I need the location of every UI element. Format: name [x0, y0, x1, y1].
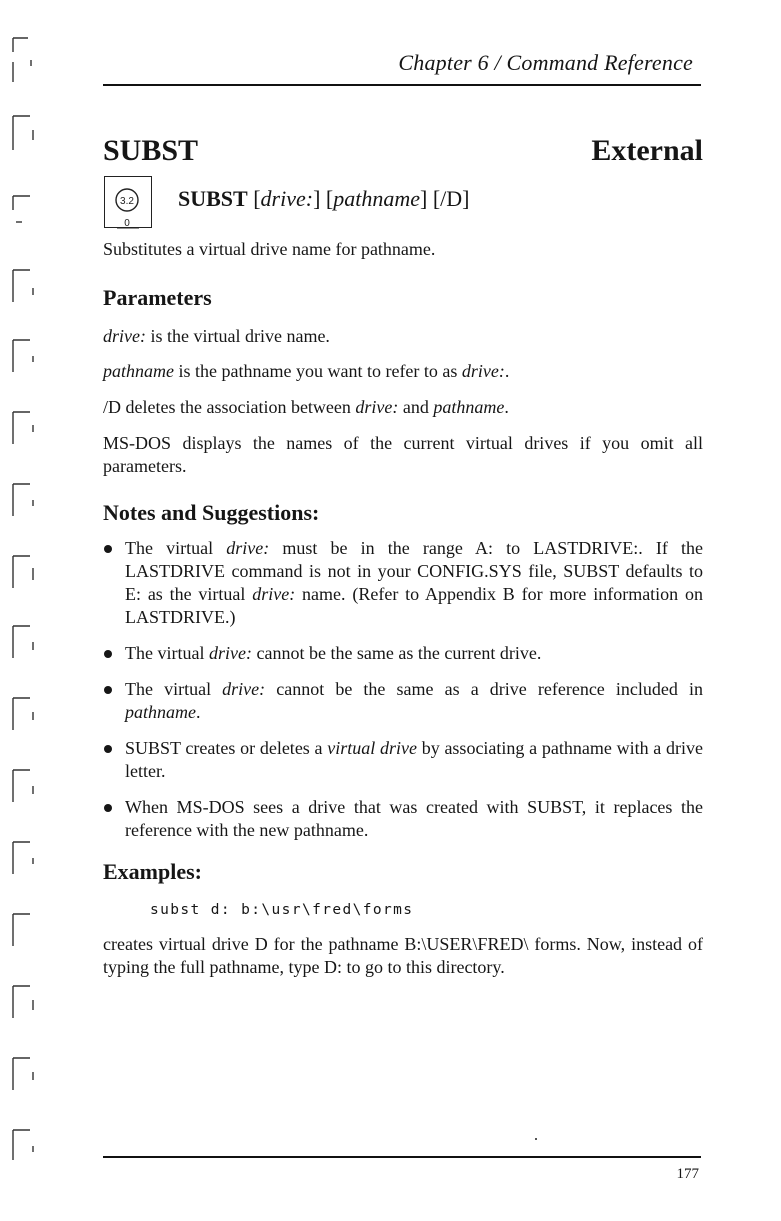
list-item: The virtual drive: cannot be the same as the current drive.	[103, 642, 703, 665]
running-header: Chapter 6 / Command Reference	[398, 50, 693, 75]
command-description: Substitutes a virtual drive name for pathname.	[103, 239, 436, 259]
header-rule	[103, 84, 701, 86]
page-number: 177	[676, 1166, 699, 1182]
notes-list	[103, 537, 703, 855]
param-pathname: pathname is the pathname you want to refer to as drive:.	[103, 361, 510, 381]
speck	[535, 1138, 537, 1140]
example-explanation: creates virtual drive D for the pathname B:\USER\FRED\ forms. Now, instead of typing the full pathname, type D: to go to this directory.	[103, 934, 703, 977]
list-item: The virtual drive: cannot be the same as a drive reference included in pathname.	[103, 678, 703, 724]
list-item: The virtual drive: must be in the range A: to LASTDRIVE:. If the LASTDRIVE command is not in your CONFIG.SYS file, SUBST defaults to E: as the virtual drive: name. (Refer to Appendix B for more information on LASTDRIVE.)	[103, 537, 703, 629]
syntax-keyword: SUBST	[178, 186, 248, 211]
version-circle-icon	[105, 177, 153, 229]
list-item: SUBST creates or deletes a virtual drive by associating a pathname with a drive letter.	[103, 737, 703, 783]
binding-tab-marks	[0, 0, 60, 1221]
syntax-switch: [/D]	[432, 186, 470, 211]
list-item: When MS-DOS sees a drive that was created with SUBST, it replaces the reference with the new pathname.	[103, 796, 703, 842]
command-type-label: External	[591, 134, 703, 167]
notes-heading: Notes and Suggestions:	[103, 500, 320, 525]
example-command: subst d: b:\usr\fred\forms	[150, 902, 414, 918]
version-badge	[104, 176, 152, 228]
param-drive: drive: is the virtual drive name.	[103, 326, 330, 346]
syntax-drive: drive:	[260, 186, 314, 211]
examples-heading: Examples:	[103, 859, 202, 884]
param-omit-note: MS-DOS displays the names of the current virtual drives if you omit all parameters.	[103, 433, 703, 476]
command-syntax: SUBST [drive:] [pathname] [/D]	[178, 186, 470, 211]
command-title: SUBST	[103, 134, 199, 167]
version-number: 3.2	[120, 196, 134, 207]
syntax-pathname: pathname	[333, 186, 420, 211]
param-delete-switch: /D deletes the association between drive: and pathname.	[103, 397, 509, 417]
footer-rule	[103, 1156, 701, 1158]
version-sub: 0	[124, 218, 130, 229]
parameters-heading: Parameters	[103, 285, 212, 310]
